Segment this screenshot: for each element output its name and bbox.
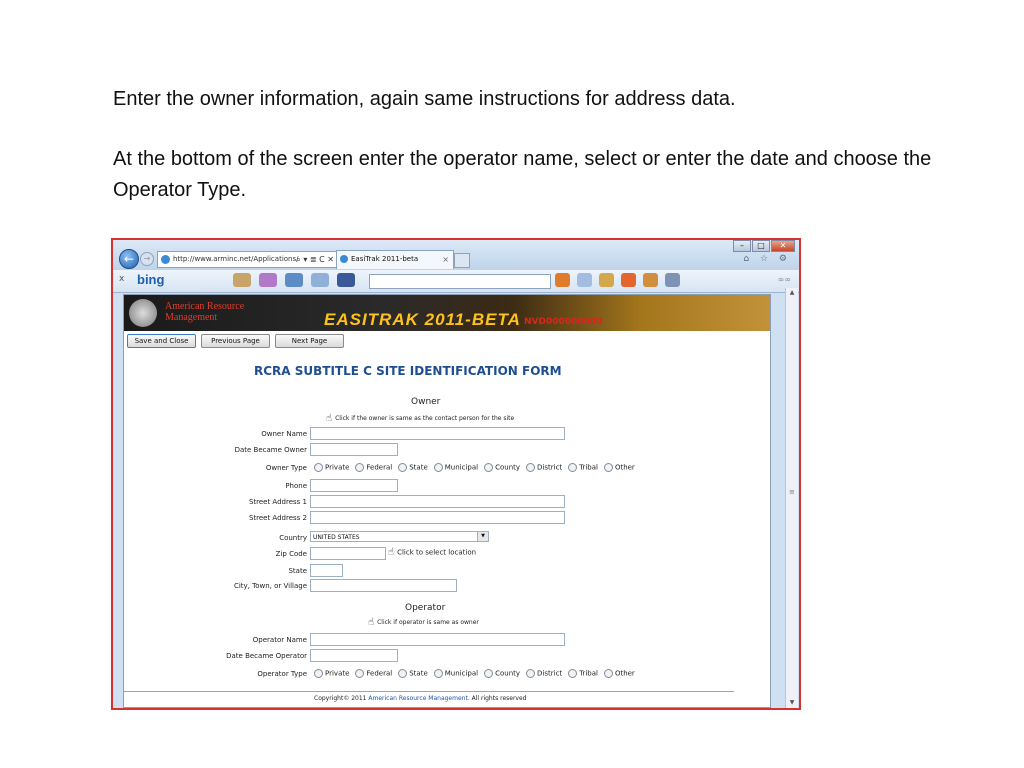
news-icon[interactable]: [233, 273, 251, 287]
owner-type-state[interactable]: State: [398, 463, 428, 472]
owner-heading: Owner: [411, 397, 441, 407]
ie-tab-icon: [340, 255, 348, 263]
new-tab-button[interactable]: [454, 253, 470, 268]
next-page-button[interactable]: Next Page: [275, 334, 344, 348]
previous-page-button[interactable]: Previous Page: [201, 334, 270, 348]
owner-type-radios: [314, 463, 635, 472]
street-address-1-label: Street Address 1: [248, 498, 307, 506]
minimize-button[interactable]: –: [733, 240, 751, 252]
mail-icon[interactable]: [311, 273, 329, 287]
bing-bar-close-icon[interactable]: x: [119, 274, 125, 284]
city-input[interactable]: [310, 579, 457, 592]
forward-arrow-icon[interactable]: →: [140, 252, 154, 266]
close-window-button[interactable]: ✕: [771, 240, 795, 252]
settings-icon[interactable]: [665, 273, 680, 287]
tab-close-icon[interactable]: ×: [442, 255, 449, 264]
owner-type-federal[interactable]: Federal: [355, 463, 392, 472]
street-address-1-input[interactable]: [310, 495, 565, 508]
state-input[interactable]: [310, 564, 343, 577]
maximize-button[interactable]: □: [752, 240, 770, 252]
bing-toolbar-right-icons: [555, 273, 680, 287]
operator-same-as-owner-label: Click if operator is same as owner: [377, 619, 479, 626]
owner-same-as-contact[interactable]: [326, 413, 514, 424]
operator-type-municipal[interactable]: Municipal: [434, 669, 478, 678]
bing-logo[interactable]: bing: [137, 272, 165, 287]
instruction-operator: At the bottom of the screen enter the operator name, select or enter the date and choose the Operator Type.: [113, 148, 932, 201]
weather-icon[interactable]: [285, 273, 303, 287]
owner-type-private[interactable]: Private: [314, 463, 349, 472]
country-select[interactable]: [310, 531, 489, 542]
zip-code-label: Zip Code: [275, 550, 307, 558]
owner-type-other[interactable]: Other: [604, 463, 635, 472]
footer: [314, 695, 526, 702]
street-address-2-input[interactable]: [310, 511, 565, 524]
operator-type-private[interactable]: Private: [314, 669, 349, 678]
operator-same-as-owner[interactable]: [368, 617, 479, 628]
org-name-line1: American Resource: [165, 301, 245, 312]
state-label: State: [288, 567, 307, 575]
pointer-hand-icon: ☝: [388, 547, 395, 558]
operator-type-district[interactable]: District: [526, 669, 562, 678]
window-controls: [733, 240, 795, 252]
entertainment-icon[interactable]: [259, 273, 277, 287]
bing-more-icon[interactable]: ∞∞: [777, 275, 791, 284]
footer-org-link[interactable]: American Resource Management: [368, 695, 468, 702]
instruction-owner: Enter the owner information, again same instructions for address data.: [113, 88, 736, 110]
scroll-up-icon[interactable]: ▲: [789, 289, 795, 296]
owner-type-label: Owner Type: [265, 464, 307, 472]
vertical-scrollbar[interactable]: [785, 288, 798, 708]
operator-name-input[interactable]: [310, 633, 565, 646]
operator-name-label: Operator Name: [252, 636, 307, 644]
operator-type-state[interactable]: State: [398, 669, 428, 678]
owner-name-label: Owner Name: [261, 430, 307, 438]
operator-type-radios: [314, 669, 635, 678]
bing-search-input[interactable]: [369, 274, 551, 289]
operator-type-federal[interactable]: Federal: [355, 669, 392, 678]
org-name: [165, 301, 244, 323]
app-banner: [124, 295, 770, 331]
translate-icon[interactable]: [643, 273, 658, 287]
country-label: Country: [279, 534, 307, 542]
browser-titlebar: [113, 240, 799, 270]
ie-page-icon: [161, 255, 170, 264]
phone-label: Phone: [285, 482, 307, 490]
date-became-owner-input[interactable]: [310, 443, 398, 456]
date-became-operator-label: Date Became Operator: [226, 652, 307, 660]
copyright-suffix: . All rights reserved: [467, 695, 527, 702]
footer-divider: [124, 691, 734, 692]
operator-heading: Operator: [405, 603, 446, 613]
owner-type-municipal[interactable]: Municipal: [434, 463, 478, 472]
zip-select-location[interactable]: [388, 547, 476, 558]
copyright-text: Copyright© 2011: [314, 695, 369, 702]
scroll-grip-icon[interactable]: ≡: [789, 488, 795, 496]
toolbar-home-favorites-tools[interactable]: ⌂ ☆ ⚙: [743, 254, 791, 264]
country-value: UNITED STATES: [313, 534, 360, 541]
owner-same-as-contact-label: Click if the owner is same as the contact person for the site: [335, 415, 515, 422]
shopping-icon[interactable]: [599, 273, 614, 287]
address-bar[interactable]: [157, 251, 337, 268]
bing-search-icon[interactable]: [555, 273, 570, 287]
street-address-2-label: Street Address 2: [248, 514, 307, 522]
browser-screenshot: [111, 238, 801, 710]
operator-type-label: Operator Type: [257, 670, 307, 678]
phone-input[interactable]: [310, 479, 398, 492]
maps-icon[interactable]: [621, 273, 636, 287]
operator-type-tribal[interactable]: Tribal: [568, 669, 598, 678]
owner-type-county[interactable]: County: [484, 463, 520, 472]
dropdown-arrow-icon[interactable]: ▼: [477, 532, 488, 541]
zip-code-input[interactable]: [310, 547, 386, 560]
city-label: City, Town, or Village: [233, 582, 307, 590]
operator-type-other[interactable]: Other: [604, 669, 635, 678]
page-content: [123, 294, 771, 708]
pointer-hand-icon: ☝: [368, 617, 375, 628]
facebook-icon[interactable]: [337, 273, 355, 287]
form-title: RCRA SUBTITLE C SITE IDENTIFICATION FORM: [254, 364, 562, 378]
tab-title: EasiTrak 2011-beta: [351, 255, 419, 263]
site-id: NVD000000000: [524, 317, 603, 327]
save-and-close-button[interactable]: Save and Close: [127, 334, 196, 348]
owner-type-tribal[interactable]: Tribal: [568, 463, 598, 472]
bing-toolbar: [113, 270, 799, 293]
bing-toolbar-icons: [233, 273, 355, 287]
scroll-down-icon[interactable]: ▼: [789, 699, 795, 706]
address-controls[interactable]: ⌕ ▾ ≣ C ✕: [296, 255, 334, 264]
back-arrow-icon[interactable]: ←: [119, 249, 139, 269]
owner-type-district[interactable]: District: [526, 463, 562, 472]
owner-name-input[interactable]: [310, 427, 565, 440]
org-logo: [129, 299, 157, 327]
date-became-owner-label: Date Became Owner: [234, 446, 307, 454]
org-name-line2: Management: [165, 312, 218, 323]
tab-easitrak[interactable]: [336, 250, 454, 269]
address-url: http://www.arminc.net/Applications/: [173, 255, 299, 263]
date-became-operator-input[interactable]: [310, 649, 398, 662]
pointer-hand-icon: ☝: [326, 413, 333, 424]
operator-type-county[interactable]: County: [484, 669, 520, 678]
zip-select-location-label: Click to select location: [397, 548, 477, 557]
like-icon[interactable]: [577, 273, 592, 287]
app-title: EASITRAK 2011-BETA: [324, 310, 521, 329]
